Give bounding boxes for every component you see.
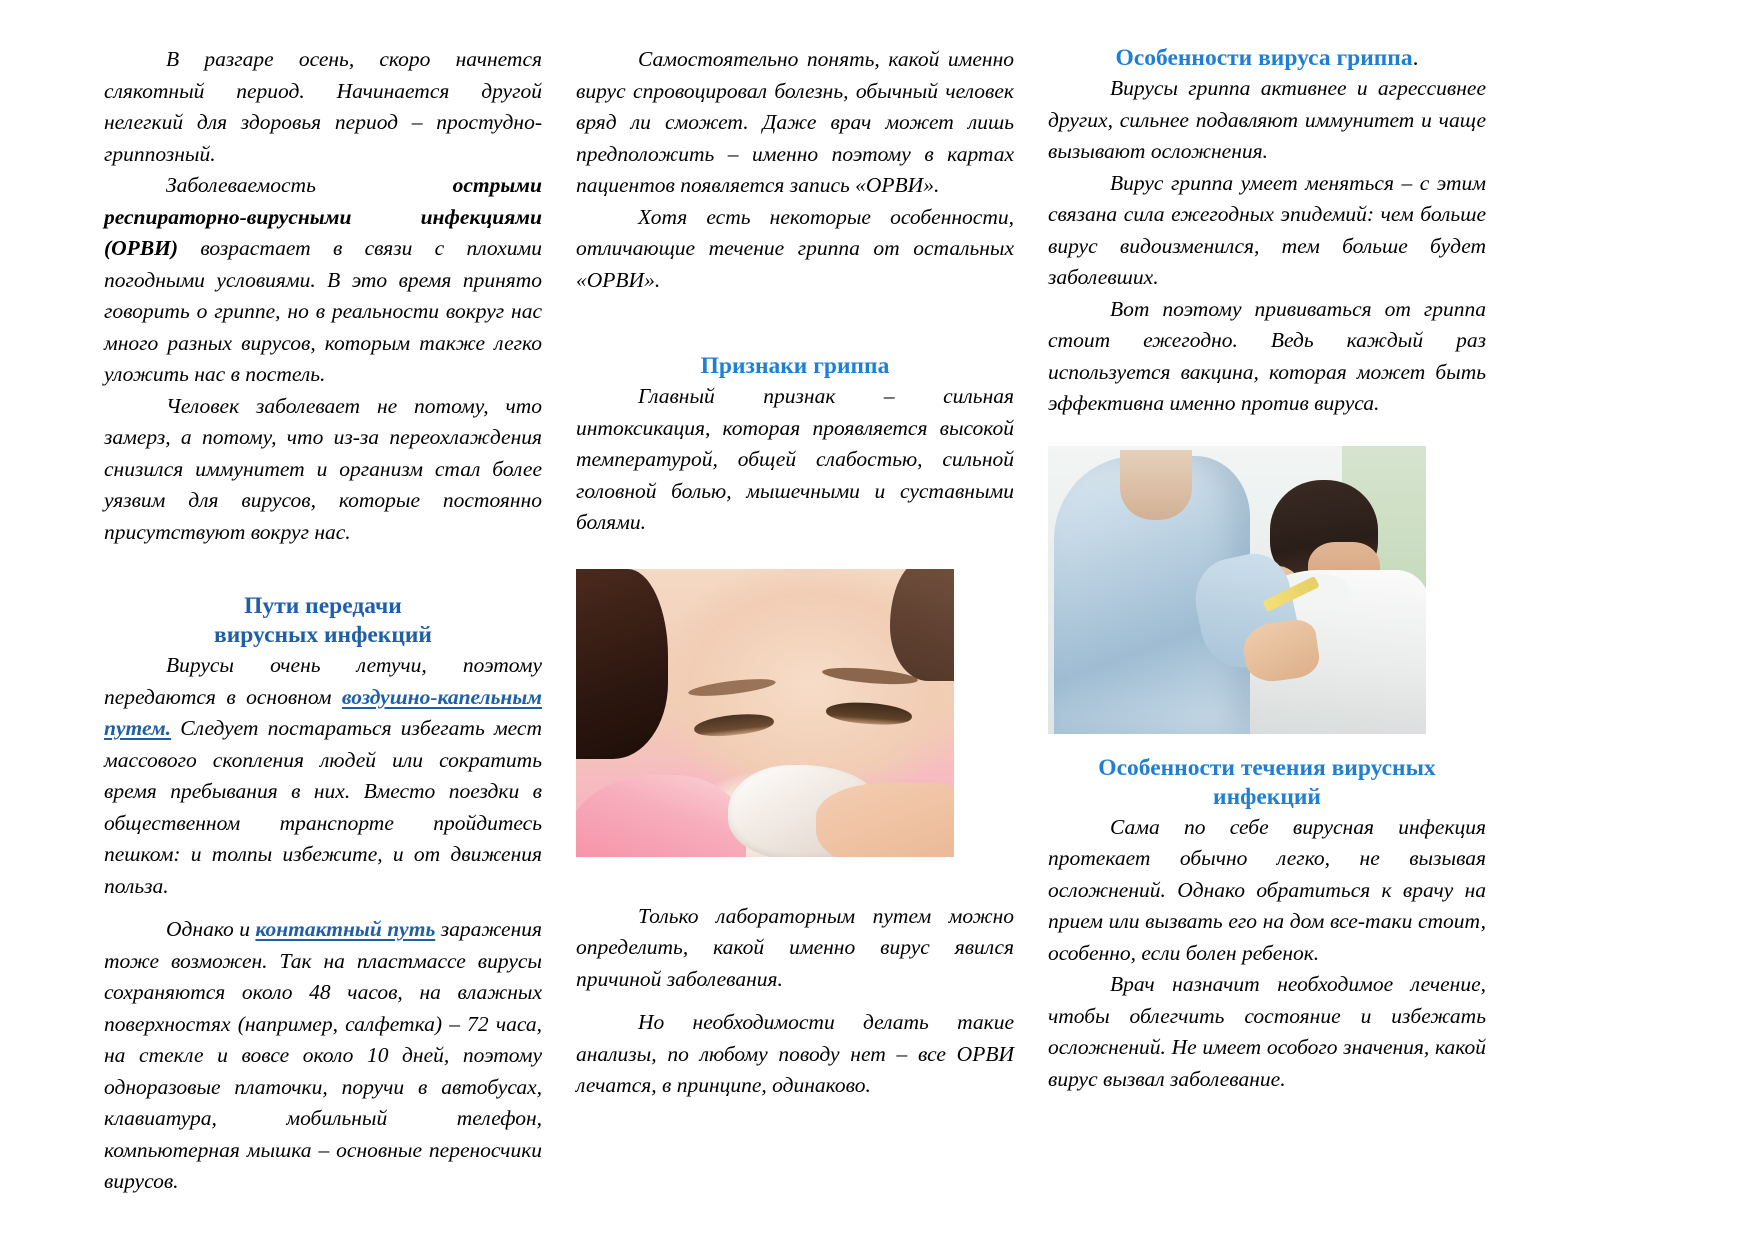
spacer — [104, 548, 542, 592]
heading-line-2: инфекций — [1213, 783, 1321, 810]
spacer — [1048, 734, 1486, 754]
column-3 — [1048, 44, 1486, 1095]
text-run: Однако и — [166, 917, 256, 941]
photo-detail — [576, 775, 746, 857]
photo-vaccination — [1048, 446, 1426, 734]
spacer — [576, 857, 1014, 901]
photo-detail — [890, 569, 954, 681]
heading-line-1: Особенности течения вирусных — [1098, 754, 1436, 781]
photo-detail — [576, 569, 668, 759]
photo-detail — [816, 783, 954, 857]
link-contact-route[interactable]: контактный путь — [255, 917, 436, 941]
spacer — [1048, 420, 1486, 446]
text-run: заражения тоже возможен. Так на пластмассе вирусы сохраняются около 48 часов, на влажных поверхностях (например, салфетка) – 72 часа, на стекле и вовсе около 10 дней, поэтому одноразовые платочки, поручи в автобусах, клавиатура, мобильный телефон, компьютерная мышка – основные переносчики вирусов. — [104, 917, 542, 1193]
heading-flu-signs: Признаки гриппа — [700, 353, 890, 379]
text-run: Вирусы очень летучи, поэтому передаются в основном — [104, 653, 542, 709]
photo-detail — [688, 675, 777, 699]
paragraph-cannot-self-diagnose: Самостоятельно понять, какой именно вирус спровоцировал болезнь, обычный человек вряд ли сможет. Даже врач может лишь предположить – именно поэтому в картах пациентов появляется запись «ОРВИ». — [576, 47, 1014, 197]
paragraph-airborne-route — [104, 650, 542, 902]
paragraph-contact-route — [104, 914, 542, 1198]
column-2 — [576, 44, 1014, 1102]
paragraph-lab-testing: Только лабораторным путем можно определить, какой именно вирус явился причиной заболевания. — [576, 903, 1014, 991]
spacer — [576, 539, 1014, 569]
text-run: Заболеваемость — [166, 173, 453, 197]
heading-text: Особенности вируса гриппа — [1115, 45, 1413, 71]
spacer — [576, 995, 1014, 1007]
paragraph-flu-main-sign: Главный признак – сильная интоксикация, которая проявляется высокой температурой, общей слабостью, сильной головной болью, мышечными и суставными болями. — [576, 384, 1014, 534]
link-airborne-route[interactable]: воздушно-капельным путем. — [104, 684, 542, 740]
paragraph-intro-autumn: В разгаре осень, скоро начнется слякотный период. Начинается другой нелегкий для здоровья период – простудно-гриппозный. — [104, 47, 542, 166]
heading-period: . — [1412, 45, 1419, 71]
paragraph-orvi-definition — [104, 170, 542, 391]
paragraph-doctor-treatment: Врач назначит необходимое лечение, чтобы облегчить состояние и избежать осложнений. Не имеет особого значения, какой вирус вызвал заболевание. — [1048, 972, 1486, 1091]
heading-line-2: вирусных инфекций — [214, 622, 432, 648]
photo-detail — [693, 710, 775, 738]
text-run: Следует постараться избегать мест массового скопления людей или сократить время пребывания в них. Вместо поездки в общественном транспорте пройдитесь пешком: и толпы избежите, и от движения польза. — [104, 716, 542, 898]
bold-term-orvi: острыми респираторно-вирусными инфекциями (ОРВИ) — [104, 173, 542, 260]
photo-detail — [1120, 450, 1192, 520]
paragraph-mild-course: Сама по себе вирусная инфекция протекает обычно легко, не вызывая осложнений. Однако обратиться к врачу на прием или вызвать его на дом все-таки стоит, особенно, если болен ребенок. — [1048, 814, 1486, 965]
heading-flu-virus-features — [1048, 44, 1486, 73]
photo-detail — [825, 700, 912, 727]
column-1 — [104, 44, 542, 1198]
paragraph-why-people-get-sick: Человек заболевает не потому, что замерз, а потому, что из-за переохлаждения снизился иммунитет и организм стал более уязвим для вирусов, которые постоянно присутствуют вокруг нас. — [104, 393, 542, 544]
spacer — [576, 296, 1014, 352]
heading-infection-course-features — [1048, 754, 1486, 812]
spacer — [104, 902, 542, 914]
text-run: возрастает в связи с плохими погодными условиями. В это время принято говорить о гриппе, но в реальности вокруг нас много разных вирусов, которым также легко уложить нас в постель. — [104, 236, 542, 386]
heading-transmission-routes — [104, 592, 542, 650]
paragraph-no-need-for-tests: Но необходимости делать такие анализы, по любому поводу нет – все ОРВИ лечатся, в принципе, одинаково. — [576, 1010, 1014, 1097]
paragraph-annual-vaccination: Вот поэтому прививаться от гриппа стоит ежегодно. Ведь каждый раз используется вакцина, которая может быть эффективна именно против вируса. — [1048, 296, 1486, 415]
paragraph-flu-more-aggressive: Вирусы гриппа активнее и агрессивнее других, сильнее подавляют иммунитет и чаще вызывают осложнения. — [1048, 76, 1486, 163]
photo-girl-with-tissue — [576, 569, 954, 857]
paragraph-virus-mutates: Вирус гриппа умеет меняться – с этим связана сила ежегодных эпидемий: чем больше вирус видоизменился, тем больше будет заболевших. — [1048, 170, 1486, 289]
paragraph-flu-differences: Хотя есть некоторые особенности, отличающие течение гриппа от остальных «ОРВИ». — [576, 204, 1014, 292]
heading-line-1: Пути передачи — [244, 593, 402, 619]
